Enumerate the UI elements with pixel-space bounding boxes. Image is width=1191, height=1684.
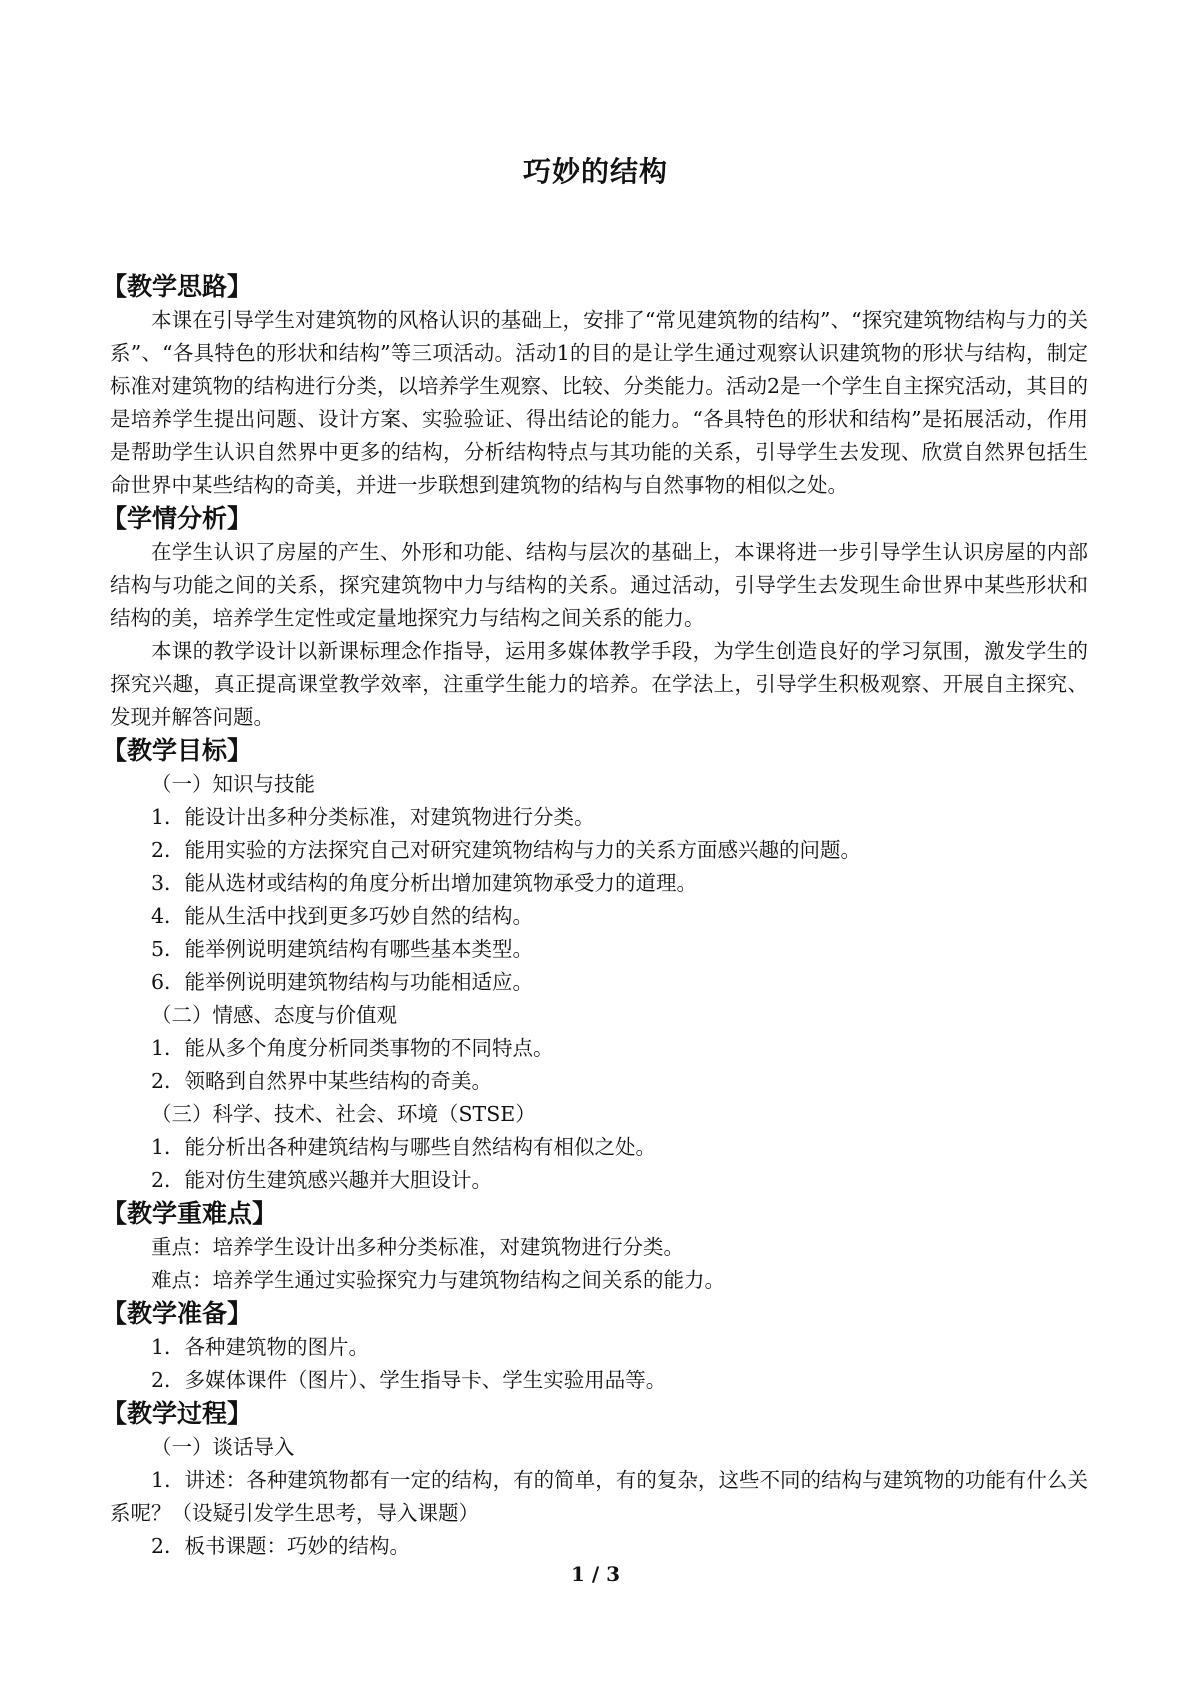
- list-item: 1．各种建筑物的图片。: [151, 1335, 370, 1359]
- process-paragraph-1: 1．讲述：各种建筑物都有一定的结构，有的简单，有的复杂，这些不同的结构与建筑物的功能有什么关系呢？（设疑引发学生思考，导入课题）: [110, 1468, 1088, 1525]
- difficult-point-text: 难点：培养学生通过实验探究力与建筑物结构之间关系的能力。: [151, 1268, 725, 1292]
- page-title: 巧妙的结构: [522, 155, 668, 188]
- list-item: 2．领略到自然界中某些结构的奇美。: [151, 1069, 493, 1093]
- analysis-paragraph-1: 在学生认识了房屋的产生、外形和功能、结构与层次的基础上，本课将进一步引导学生认识房屋的内部结构与功能之间的关系，探究建筑物中力与结构的关系。通过活动，引导学生去发现生命世界中某些形状和结构的美，培养学生定性或定量地探究力与结构之间关系的能力。: [110, 540, 1088, 630]
- analysis-paragraph-2: 本课的教学设计以新课标理念作指导，运用多媒体教学手段，为学生创造良好的学习氛围，激发学生的探究兴趣，真正提高课堂教学效率，注重学生能力的培养。在学法上，引导学生积极观察、开展自主探究、发现并解答问题。: [110, 639, 1088, 729]
- section-heading-thinking: 【教学思路】: [102, 272, 253, 301]
- list-item: 6．能举例说明建筑物结构与功能相适应。: [151, 970, 534, 994]
- key-point-text: 重点：培养学生设计出多种分类标准，对建筑物进行分类。: [151, 1235, 684, 1259]
- list-item: 1．能从多个角度分析同类事物的不同特点。: [151, 1036, 554, 1060]
- list-item: 2．多媒体课件（图片）、学生指导卡、学生实验用品等。: [151, 1368, 667, 1392]
- section-heading-prep: 【教学准备】: [102, 1299, 253, 1328]
- page-number: 1 / 3: [570, 1562, 621, 1586]
- list-item: 5．能举例说明建筑结构有哪些基本类型。: [151, 937, 534, 961]
- thinking-paragraph: 本课在引导学生对建筑物的风格认识的基础上，安排了“常见建筑物的结构”、“探究建筑物结构与力的关系”、“各具特色的形状和结构”等三项活动。活动1的目的是让学生通过观察认识建筑物的形状与结构，制定标准对建筑物的结构进行分类，以培养学生观察、比较、分类能力。活动2是一个学生自主探究活动，其目的是培养学生提出问题、设计方案、实验验证、得出结论的能力。“各具特色的形状和结构”是拓展活动，作用是帮助学生认识自然界中更多的结构，分析结构特点与其功能的关系，引导学生去发现、欣赏自然界包括生命世界中某些结构的奇美，并进一步联想到建筑物的结构与自然事物的相似之处。: [110, 308, 1088, 497]
- goals-subheading-2: （二）情感、态度与价值观: [151, 1003, 397, 1027]
- process-paragraph-2: 2．板书课题：巧妙的结构。: [151, 1534, 411, 1558]
- process-subheading-1: （一）谈话导入: [151, 1435, 295, 1459]
- list-item: 1．能设计出多种分类标准，对建筑物进行分类。: [151, 805, 595, 829]
- list-item: 3．能从选材或结构的角度分析出增加建筑物承受力的道理。: [151, 871, 698, 895]
- section-heading-keypoints: 【教学重难点】: [102, 1199, 278, 1228]
- goals-subheading-3: （三）科学、技术、社会、环境（STSE）: [151, 1102, 536, 1126]
- list-item: 1．能分析出各种建筑结构与哪些自然结构有相似之处。: [151, 1135, 657, 1159]
- list-item: 2．能对仿生建筑感兴趣并大胆设计。: [151, 1168, 493, 1192]
- document-body: [102, 270, 1088, 1563]
- section-heading-goals: 【教学目标】: [102, 736, 253, 765]
- goals-subheading-1: （一）知识与技能: [151, 772, 315, 796]
- list-item: 2．能用实验的方法探究自己对研究建筑物结构与力的关系方面感兴趣的问题。: [151, 838, 862, 862]
- section-heading-process: 【教学过程】: [102, 1399, 253, 1428]
- section-heading-analysis: 【学情分析】: [102, 504, 253, 533]
- list-item: 4．能从生活中找到更多巧妙自然的结构。: [151, 904, 534, 928]
